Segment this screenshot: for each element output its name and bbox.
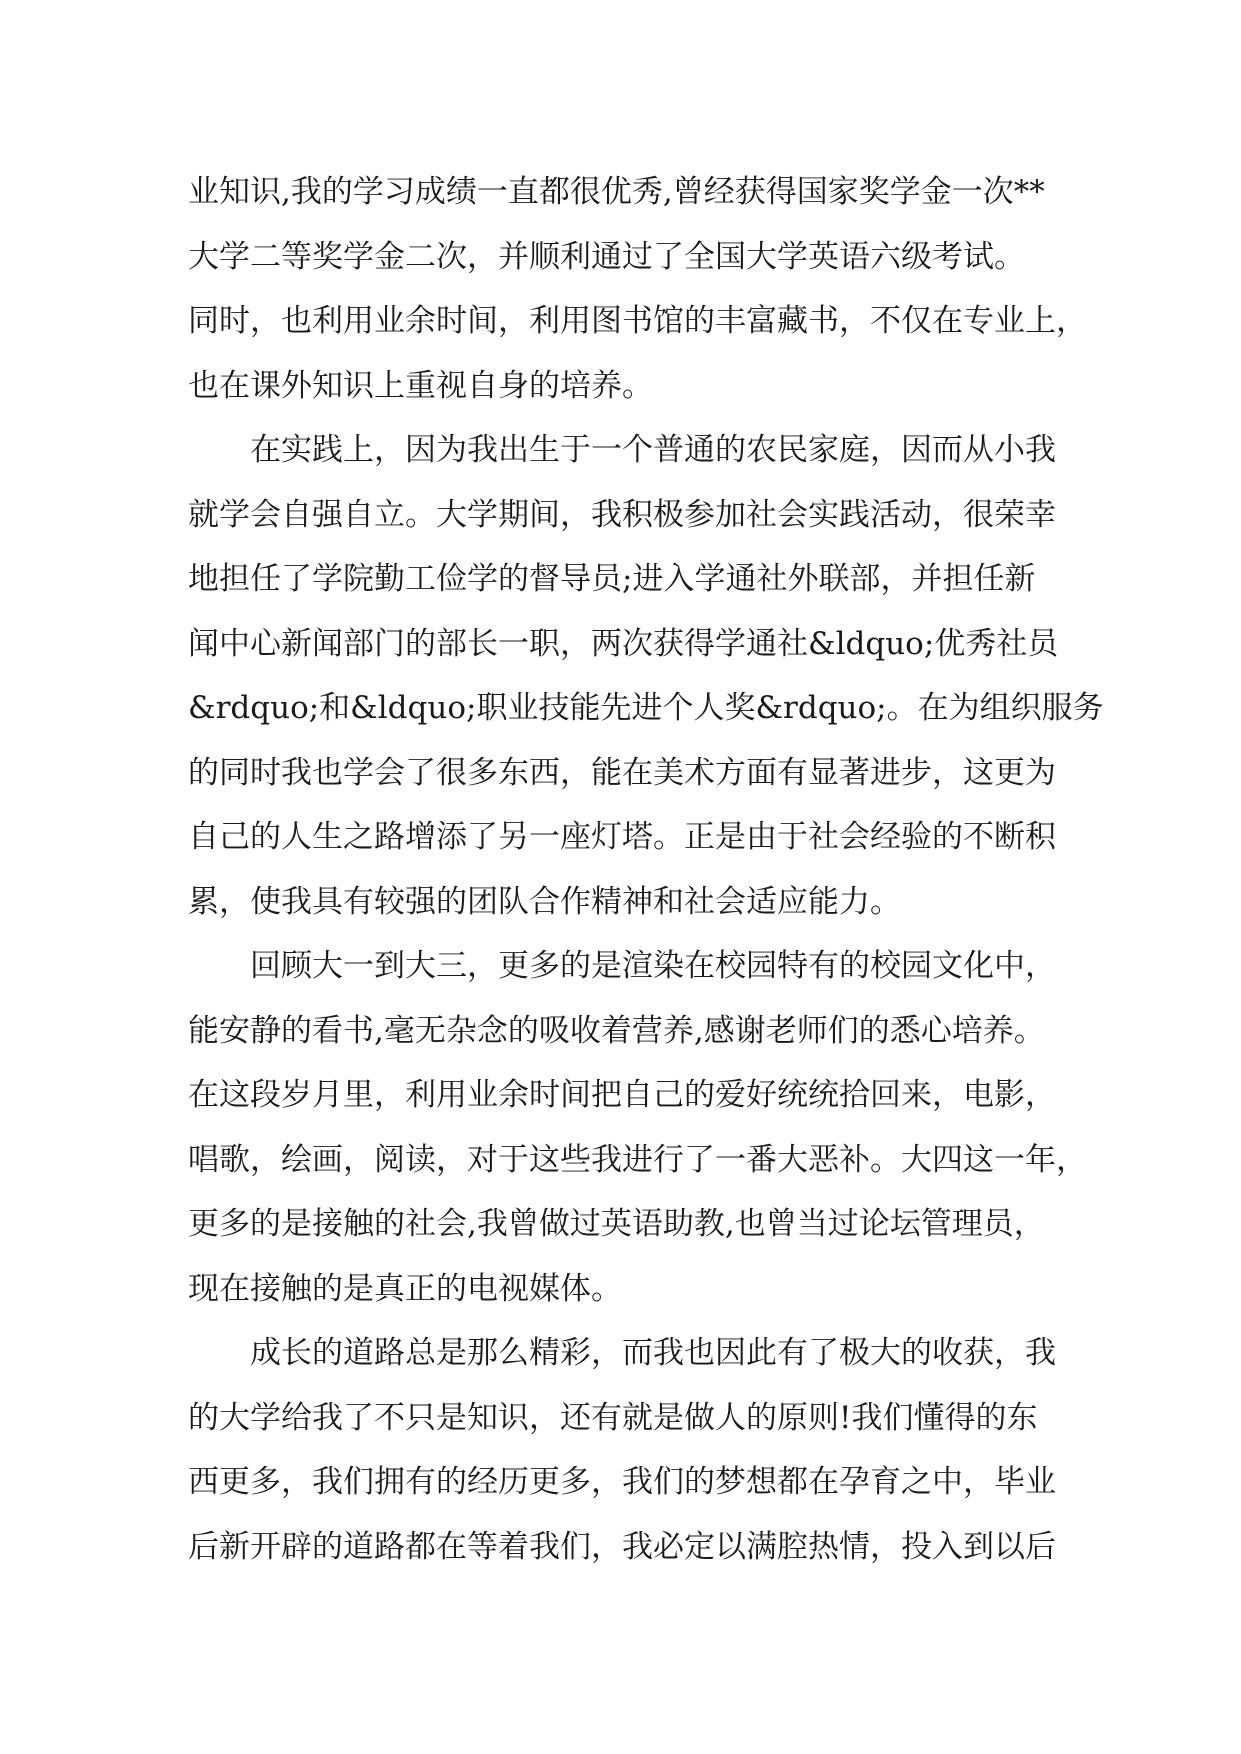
- text-line: &rdquo;和&ldquo;职业技能先进个人奖&rdquo;。在为组织服务: [188, 690, 1104, 726]
- paragraph-first-line: 成长的道路总是那么精彩，而我也因此有了极大的收获，我: [250, 1335, 1056, 1371]
- paragraph-first-line: 在实践上，因为我出生于一个普通的农民家庭，因而从小我: [250, 432, 1056, 468]
- text-line: 西更多，我们拥有的经历更多，我们的梦想都在孕育之中，毕业: [188, 1464, 1056, 1500]
- text-line: 累，使我具有较强的团队合作精神和社会适应能力。: [188, 883, 901, 920]
- text-line: 的大学给我了不只是知识，还有就是做人的原则!我们懂得的东: [188, 1399, 1038, 1436]
- text-line: 更多的是接触的社会,我曾做过英语助教,也曾当过论坛管理员，: [188, 1206, 1045, 1242]
- paragraph-first-line: 回顾大一到大三，更多的是渲染在校园特有的校园文化中，: [250, 948, 1056, 984]
- text-line: 自己的人生之路增添了另一座灯塔。正是由于社会经验的不断积: [188, 819, 1056, 855]
- text-line: 后新开辟的道路都在等着我们，我必定以满腔热情，投入到以后: [188, 1528, 1056, 1565]
- text-line: 同时，也利用业余时间，利用图书馆的丰富藏书，不仅在专业上，: [188, 303, 1087, 339]
- text-line: 能安静的看书,毫无杂念的吸收着营养,感谢老师们的悉心培养。: [188, 1012, 1045, 1049]
- text-line: 的同时我也学会了很多东西，能在美术方面有显著进步，这更为: [188, 754, 1056, 791]
- text-line: 就学会自强自立。大学期间，我积极参加社会实践活动，很荣幸: [188, 496, 1056, 533]
- text-line: 在这段岁月里，利用业余时间把自己的爱好统统拾回来，电影，: [188, 1077, 1056, 1113]
- text-line: 也在课外知识上重视自身的培养。: [188, 367, 653, 404]
- text-line: 大学二等奖学金二次，并顺利通过了全国大学英语六级考试。: [188, 238, 1025, 275]
- body-text: [188, 160, 1104, 1579]
- text-line: 闻中心新闻部门的部长一职，两次获得学通社&ldquo;优秀社员: [188, 625, 1059, 662]
- text-line: 业知识,我的学习成绩一直都很优秀,曾经获得国家奖学金一次**: [188, 174, 1045, 210]
- text-line: 现在接触的是真正的电视媒体。: [188, 1270, 622, 1307]
- text-line: 唱歌，绘画，阅读，对于这些我进行了一番大恶补。大四这一年，: [188, 1141, 1087, 1178]
- text-line: 地担任了学院勤工俭学的督导员;进入学通社外联部，并担任新: [188, 561, 1036, 597]
